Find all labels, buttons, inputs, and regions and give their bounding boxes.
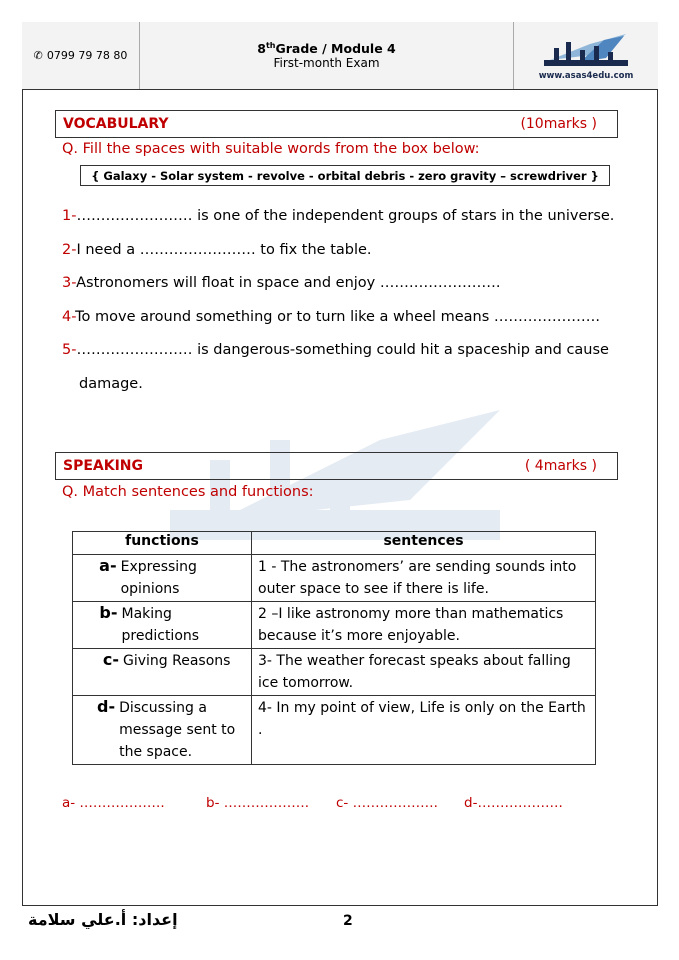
speaking-question: Q. Match sentences and functions: [62, 484, 314, 500]
vocab-item-3: 3-Astronomers will float in space and enjoy ……………………. [62, 275, 501, 291]
function-text: Expressing opinions [120, 559, 197, 597]
vocabulary-section-header [55, 110, 618, 138]
word-box: { Galaxy - Solar system - revolve - orbital debris - zero gravity – screwdriver } [80, 165, 610, 186]
page-header [22, 22, 658, 90]
function-text: Giving Reasons [123, 653, 231, 669]
asas-logo-icon [540, 30, 632, 70]
row-letter: b- [99, 603, 118, 622]
row-letter: d- [97, 697, 116, 716]
function-text: Discussing a message sent to the space. [119, 700, 236, 760]
answer-a: a- ………………. [62, 795, 165, 811]
phone-icon: ✆ [33, 49, 43, 62]
author-credit: إعداد: أ.علي سلامة [28, 910, 178, 929]
logo-url: www.asas4edu.com [538, 71, 634, 81]
vocab-item-2: 2-I need a …………………… to fix the table. [62, 242, 372, 258]
sentence-text: 3- The weather forecast speaks about falling ice tomorrow. [252, 649, 596, 696]
sentences-header: sentences [252, 532, 596, 555]
title-cell [140, 22, 514, 89]
answer-d: d-………………. [464, 795, 563, 811]
logo-cell [514, 22, 658, 89]
table-row [73, 555, 596, 602]
function-text: Making predictions [121, 606, 200, 644]
phone-cell [22, 22, 140, 89]
sentence-text: 1 - The astronomers’ are sending sounds into outer space to see if there is life. [252, 555, 596, 602]
vocab-item-1: 1-…………………… is one of the independent groups of stars in the universe. [62, 208, 615, 224]
table-row [73, 649, 596, 696]
table-header-row [73, 532, 596, 555]
speaking-marks: ( 4marks ) [524, 458, 597, 474]
row-letter: c- [102, 650, 119, 669]
functions-header: functions [73, 532, 252, 555]
vocab-item-5: 5-…………………… is dangerous-something could hit a spaceship and cause [62, 342, 609, 358]
row-letter: a- [99, 556, 117, 575]
speaking-section-header [55, 452, 618, 480]
table-row [73, 696, 596, 765]
sentence-text: 2 –I like astronomy more than mathematics because it’s more enjoyable. [252, 602, 596, 649]
page-number: 2 [343, 913, 353, 929]
match-table [72, 531, 596, 765]
speaking-title: SPEAKING [63, 458, 144, 474]
exam-subtitle: First-month Exam [273, 56, 380, 71]
answer-b: b- ………………. [206, 795, 310, 811]
exam-title: 8thGrade / Module 4 [257, 40, 396, 57]
vocab-item-5-continuation: damage. [79, 376, 143, 392]
sentence-text: 4- In my point of view, Life is only on the Earth . [252, 696, 596, 765]
table-row [73, 602, 596, 649]
vocabulary-title: VOCABULARY [63, 116, 169, 132]
vocab-item-4: 4-To move around something or to turn like a wheel means …………………. [62, 309, 600, 325]
phone-number: 0799 79 78 80 [46, 49, 128, 62]
answer-c: c- ………………. [336, 795, 438, 811]
vocabulary-question: Q. Fill the spaces with suitable words from the box below: [62, 141, 480, 157]
vocabulary-marks: (10marks ) [520, 116, 597, 132]
